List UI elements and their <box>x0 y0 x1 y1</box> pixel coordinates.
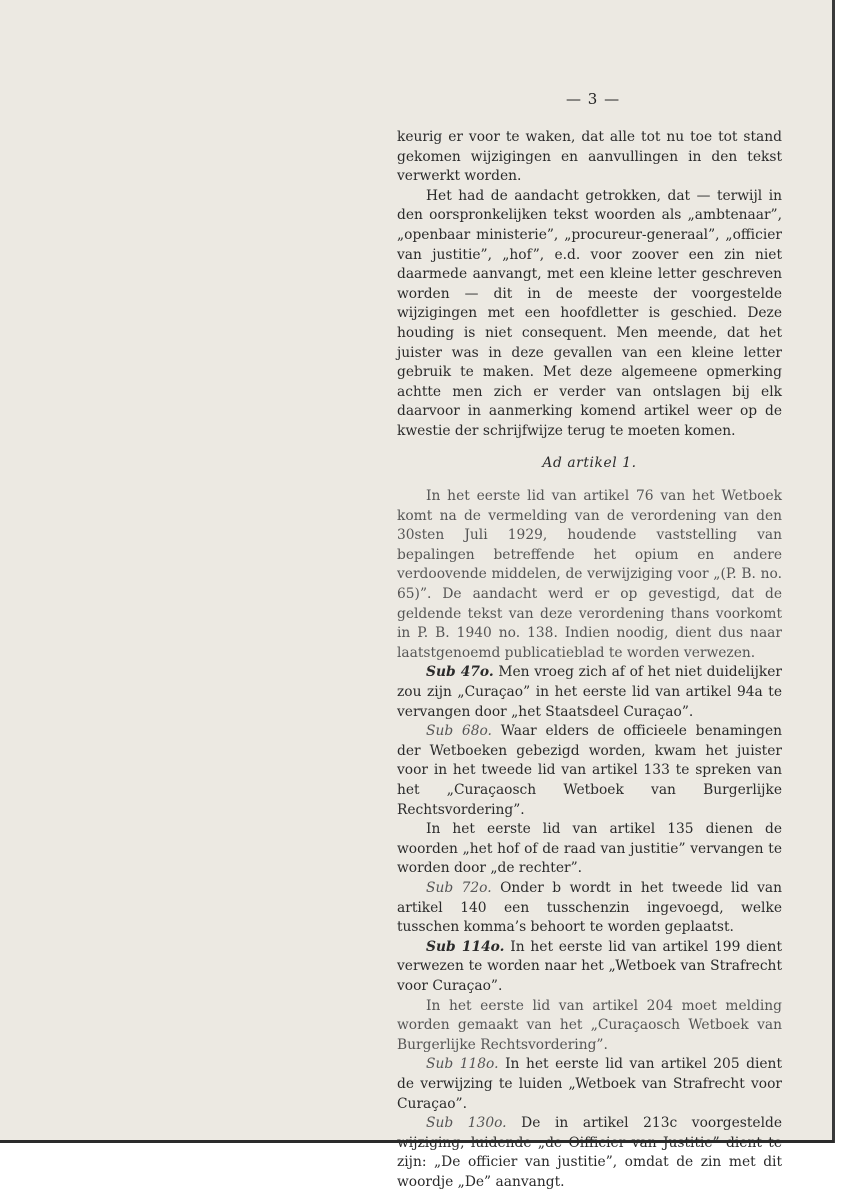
paragraph-text: Waar elders de officieele benamingen der Wetboeken gebezigd worden, kwam het juister voor in het tweede lid van artikel 133 te spreken van het „Curaçaosch Wetboek van Burgerlijke Rechtsvordering”. <box>397 723 783 818</box>
paragraph-article-135: In het eerste lid van artikel 135 dienen de woorden „het hof of de raad van justitie” vervangen te worden door „de rechter”. <box>397 821 782 877</box>
paragraph-article-76: In het eerste lid van artikel 76 van het Wetboek komt na de vermelding van de verordening van den 30sten Juli 1929, houdende vaststelling van bepalingen betreffende het opium en andere verdoovende middelen, de verwijziging voor „(P. B. no. 65)”. De aandacht werd er op gevestigd, dat de geldende tekst van deze verordening thans voorkomt in P. B. 1940 no. 138. Indien noodig, dient dus naar laatstgenoemd publicatieblad te worden verwezen. <box>397 488 782 661</box>
sub-label: Sub 47o. <box>426 664 494 681</box>
paragraph-sub-130 <box>397 1114 782 1192</box>
paragraph-text: De in artikel 213c voorgestelde zijn: „De officier van justitie”, omdat de zin met dit woordje „De” aanvangt. <box>397 1115 782 1190</box>
sub-label: Sub 130o. <box>426 1115 507 1132</box>
sub-label: Sub 118o. <box>426 1056 499 1073</box>
page-bottom-shadow <box>0 1140 834 1143</box>
paragraph-continuation: keurig er voor te waken, dat alle tot nu toe tot stand gekomen wijzigingen en aanvullingen in den tekst verwerkt worden. <box>397 129 782 185</box>
text-column <box>397 128 782 1192</box>
paragraph-sub-68 <box>397 722 782 820</box>
page-number: — 3 — <box>566 90 621 108</box>
paragraph-sub-72 <box>397 879 782 938</box>
sub-label: Sub 114o. <box>426 938 505 955</box>
sub-label: Sub 72o. <box>426 879 492 896</box>
paragraph-text: In het eerste lid van artikel 205 dient de verwijzing te luiden „Wetboek van Strafrecht voor Curaçao”. <box>397 1056 782 1112</box>
sub-label: Sub 68o. <box>426 723 492 740</box>
paragraph-sub-114 <box>397 938 782 997</box>
paragraph-text: In het eerste lid van artikel 199 dient verwezen te worden naar het „Wetboek van Strafrecht voor Curaçao”. <box>397 938 782 994</box>
page-edge-shadow <box>832 0 835 1143</box>
paragraph-text: Men vroeg zich af of het niet duidelijker zou zijn „Curaçao” in het eerste lid van artikel 94a te vervangen door „het Staatsdeel Curaçao”. <box>397 664 782 720</box>
paragraph-sub-118 <box>397 1055 782 1114</box>
paragraph-capitalization-remark: Het had de aandacht getrokken, dat — terwijl in den oorspronkelijken tekst woorden als „ambtenaar”, „openbaar ministerie”, „procureur-generaal”, „officier van justitie”, „hof”, e.d. voor zoover een zin niet daarmede aanvangt, met een kleine letter geschreven worden — dit in de meeste der voorgestelde wijzigingen met een hoofdletter is geschied. Deze houding is niet consequent. Men meende, dat het juister was in deze gevallen van een kleine letter gebruik te maken. Met deze algemeene opmerking achtte men zich er verder van ontslagen bij elk daarvoor in aanmerking komend artikel weer op de kwestie der schrijfwijze terug te moeten komen. <box>397 187 782 439</box>
paragraph-text: Onder b wordt in het tweede lid van artikel 140 een tusschenzin ingevoegd, welke tusschen komma’s behoort te worden geplaatst. <box>397 879 783 936</box>
section-heading: Ad artikel 1. <box>542 454 637 471</box>
paragraph-article-204: In het eerste lid van artikel 204 moet melding worden gemaakt van het „Curaçaosch Wetboek van Burgerlijke Rechtsvordering”. <box>397 997 782 1053</box>
paragraph-sub-47 <box>397 663 782 722</box>
